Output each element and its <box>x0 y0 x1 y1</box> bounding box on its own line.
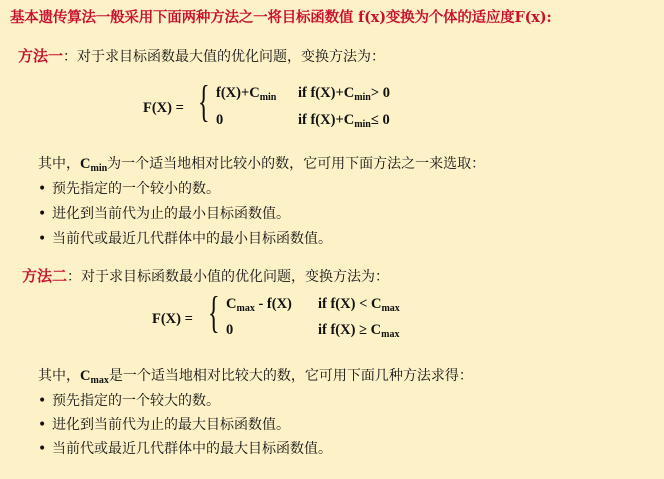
method1-brace: { <box>198 77 210 126</box>
method1-lhs: F(X) = <box>143 100 184 116</box>
list-item: • 预先指定的一个较大的数。 <box>38 393 220 409</box>
bullet-icon: • <box>38 206 47 222</box>
list-item: • 进化到当前代为止的最大目标函数值。 <box>38 417 290 433</box>
method1-case1-expr: $f(X)+C_{min}$ <box>216 85 277 103</box>
bullet-icon: • <box>38 231 47 247</box>
method2-intro: ：对于求目标函数最小值的优化问题，变换方法为： <box>67 269 390 285</box>
method1-case1-cond: if $f(X)+C_{min}> 0$ <box>298 85 390 103</box>
method2-heading <box>22 265 389 286</box>
method2-brace: { <box>208 288 220 337</box>
bullet-icon: • <box>38 393 47 409</box>
list-item: • 当前代或最近几代群体中的最大目标函数值。 <box>38 441 332 457</box>
method1-heading <box>18 45 385 66</box>
method2-note: 其中，$C_{max}$是一个适当地相对比较大的数，它可用下面几种方法求得： <box>38 368 473 386</box>
list-item: • 预先指定的一个较小的数。 <box>38 181 220 197</box>
method2-label: 方法二 <box>22 267 68 285</box>
method2-lhs: F(X) = <box>152 311 193 327</box>
method2-case1-expr: $C_{max} - f(X)$ <box>226 296 292 314</box>
method2-case2-cond: if $f(X) \ge C_{max}$ <box>318 322 400 340</box>
bullet-icon: • <box>38 441 47 457</box>
bullet-icon: • <box>38 417 47 433</box>
method2-case1-cond: if $f(X) < C_{max}$ <box>318 296 400 314</box>
method1-case2-cond: if $f(X)+C_{min}\le 0$ <box>298 112 390 130</box>
method1-note: 其中，$C_{min}$为一个适当地相对比较小的数，它可用下面方法之一来选取： <box>38 156 486 174</box>
method1-intro: ：对于求目标函数最大值的优化问题，变换方法为： <box>63 49 386 65</box>
bullet-icon: • <box>38 181 47 197</box>
method2-case2-expr: 0 <box>226 322 234 338</box>
method1-label: 方法一 <box>18 47 64 65</box>
slide-title: 基本遗传算法一般采用下面两种方法之一将目标函数值 f(x)变换为个体的适应度F(x): <box>10 9 552 26</box>
method1-case2-expr: 0 <box>216 112 224 128</box>
list-item: • 进化到当前代为止的最小目标函数值。 <box>38 206 290 222</box>
list-item: • 当前代或最近几代群体中的最小目标函数值。 <box>38 231 332 247</box>
